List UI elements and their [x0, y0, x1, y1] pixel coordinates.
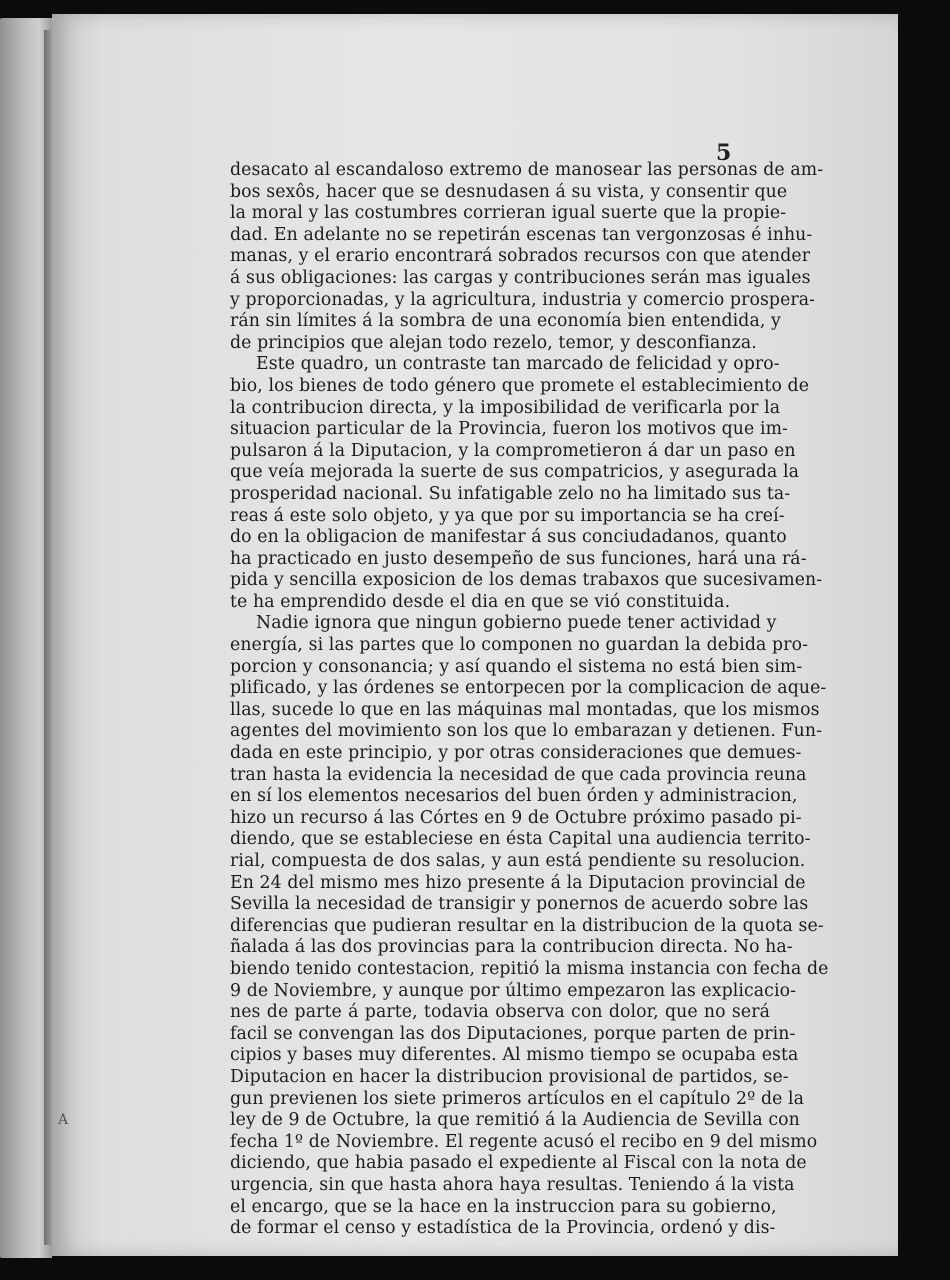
text-line-16: prosperidad nacional. Su infatigable zelo no ha limitado sus ta- [230, 483, 791, 504]
text-line-46: fecha 1º de Noviembre. El regente acusó el recibo en 9 del mismo [230, 1131, 818, 1152]
text-line-43: Diputacion en hacer la distribucion provisional de partidos, se- [230, 1066, 789, 1087]
text-line-49: el encargo, que se la hace en la instruccion para su gobierno, [230, 1196, 777, 1217]
text-line-32: diendo, que se estableciese en ésta Capital una audiencia territo- [230, 829, 811, 850]
text-line-29: tran hasta la evidencia la necesidad de que cada provincia reuna [230, 764, 807, 785]
text-line-38: biendo tenido contestacion, repitió la misma instancia con fecha de [230, 958, 829, 979]
text-line-37: ñalada á las dos provincias para la contribucion directa. No ha- [230, 937, 793, 958]
text-line-20: pida y sencilla exposicion de los demas trabaxos que sucesivamen- [230, 570, 823, 591]
text-line-11: bio, los bienes de todo género que promete el establecimiento de [230, 375, 810, 396]
text-line-13: situacion particular de la Provincia, fueron los motivos que im- [230, 419, 788, 440]
text-line-34: En 24 del mismo mes hizo presente á la Diputacion provincial de [230, 872, 806, 893]
text-line-39: 9 de Noviembre, y aunque por último empezaron las explicacio- [230, 980, 797, 1001]
text-line-5: manas, y el erario encontrará sobrados recursos con que atender [230, 246, 811, 267]
text-line-22: Nadie ignora que ningun gobierno puede tener actividad y [256, 613, 777, 634]
text-line-17: reas á este solo objeto, y ya que por su importancia se ha creí- [230, 505, 785, 526]
text-line-24: porcion y consonancia; y así quando el sistema no está bien sim- [230, 656, 803, 677]
body-text [230, 160, 829, 1240]
text-line-31: hizo un recurso á las Córtes en 9 de Octubre próximo pasado pi- [230, 807, 802, 828]
text-line-23: energía, si las partes que lo componen no guardan la debida pro- [230, 635, 809, 656]
text-line-26: llas, sucede lo que en las máquinas mal montadas, que los mismos [230, 699, 820, 720]
text-line-45: ley de 9 de Octubre, la que remitió á la Audiencia de Sevilla con [230, 1110, 800, 1131]
text-line-33: rial, compuesta de dos salas, y aun está pendiente su resolucion. [230, 851, 806, 871]
text-line-27: agentes del movimiento son los que lo embarazan y detienen. Fun- [230, 721, 823, 742]
text-line-6: á sus obligaciones: las cargas y contribuciones serán mas iguales [230, 267, 811, 288]
text-line-3: la moral y las costumbres corrieran igual suerte que la propie- [230, 203, 787, 224]
text-line-41: facil se convengan las dos Diputaciones, porque parten de prin- [230, 1023, 796, 1044]
text-line-36: diferencias que pudieran resultar en la distribucion de la quota se- [230, 915, 824, 936]
text-line-15: que veía mejorada la suerte de sus compatricios, y asegurada la [230, 462, 800, 483]
text-line-10: Este quadro, un contraste tan marcado de felicidad y opro- [256, 354, 780, 375]
text-line-30: en sí los elementos necesarios del buen órden y administracion, [230, 786, 798, 807]
text-line-40: nes de parte á parte, todavia observa con dolor, que no será [230, 1002, 770, 1023]
text-line-44: gun previenen los siete primeros artículos en el capítulo 2º de la [230, 1088, 805, 1109]
text-line-4: dad. En adelante no se repetirán escenas tan vergonzosas é inhu- [230, 224, 813, 245]
text-line-8: rán sin límites á la sombra de una economía bien entendida, y [230, 311, 781, 332]
page-number: 5 [716, 140, 732, 166]
text-line-47: diciendo, que habia pasado el expediente al Fiscal con la nota de [230, 1153, 807, 1174]
text-line-14: pulsaron á la Diputacion, y la comprometieron á dar un paso en [230, 440, 796, 461]
text-line-48: urgencia, sin que hasta ahora haya resultas. Teniendo á la vista [230, 1174, 795, 1195]
text-line-12: la contribucion directa, y la imposibilidad de verificarla por la [230, 397, 781, 418]
text-line-19: ha practicado en justo desempeño de sus funciones, hará una rá- [230, 548, 807, 569]
text-line-18: do en la obligacion de manifestar á sus conciudadanos, quanto [230, 527, 787, 548]
text-line-9: de principios que alejan todo rezelo, temor, y desconfianza. [230, 332, 757, 353]
text-line-21: te ha emprendido desde el dia en que se vió constituida. [230, 591, 731, 612]
text-line-2: bos sexôs, hacer que se desnudasen á su vista, y consentir que [230, 181, 788, 202]
margin-mark: A [58, 1112, 69, 1128]
text-line-25: plificado, y las órdenes se entorpecen por la complicacion de aque- [230, 678, 827, 699]
text-line-50: de formar el censo y estadística de la Provincia, ordenó y dis- [230, 1218, 776, 1239]
text-line-42: cipios y bases muy diferentes. Al mismo tiempo se ocupaba esta [230, 1045, 799, 1066]
text-line-1: desacato al escandaloso extremo de manosear las personas de am- [230, 160, 824, 180]
text-line-7: y proporcionadas, y la agricultura, industria y comercio prospera- [230, 289, 816, 310]
text-line-35: Sevilla la necesidad de transigir y ponernos de acuerdo sobre las [230, 894, 809, 915]
text-line-28: dada en este principio, y por otras consideraciones que demues- [230, 743, 802, 764]
